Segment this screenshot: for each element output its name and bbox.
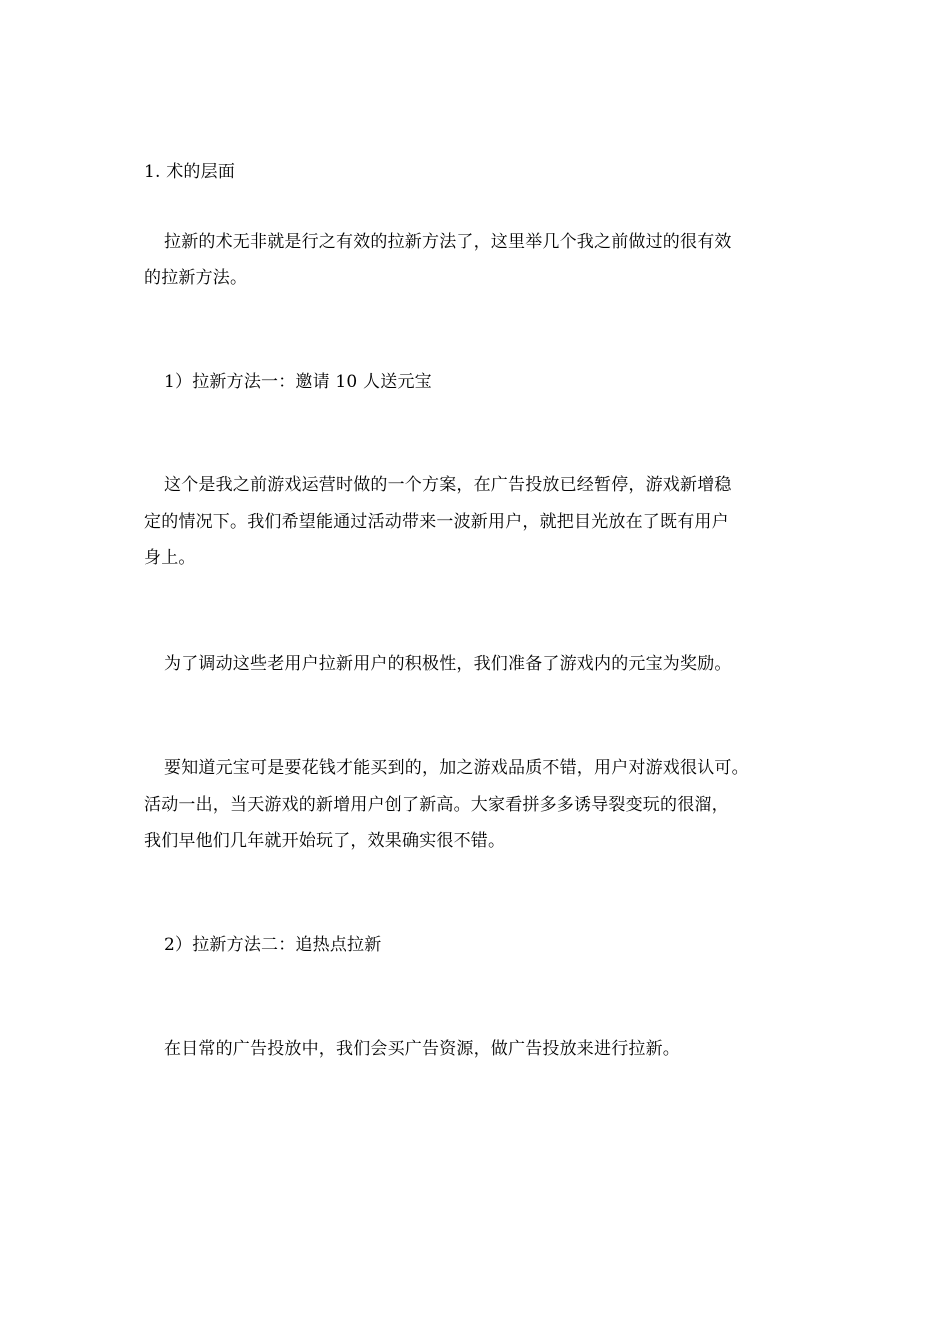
method1-para1-line-2: 定的情况下。我们希望能通过活动带来一波新用户，就把目光放在了既有用户	[144, 512, 729, 532]
method1-para2-line-1: 为了调动这些老用户拉新用户的积极性，我们准备了游戏内的元宝为奖励。	[164, 654, 732, 674]
method2-heading: 2）拉新方法二：追热点拉新	[164, 935, 382, 955]
intro-line-2: 的拉新方法。	[144, 268, 248, 288]
method1-para1-line-3: 身上。	[144, 548, 196, 568]
section-heading: 1. 术的层面	[144, 162, 236, 182]
intro-line-1: 拉新的术无非就是行之有效的拉新方法了，这里举几个我之前做过的很有效	[164, 232, 732, 252]
method1-para3-line-3: 我们早他们几年就开始玩了，效果确实很不错。	[144, 831, 506, 851]
method1-para3-line-2: 活动一出，当天游戏的新增用户创了新高。大家看拼多多诱导裂变玩的很溜，	[144, 795, 729, 815]
method1-para3-line-1: 要知道元宝可是要花钱才能买到的，加之游戏品质不错，用户对游戏很认可。	[164, 758, 749, 778]
method1-heading: 1）拉新方法一：邀请 10 人送元宝	[164, 372, 432, 392]
method1-para1-line-1: 这个是我之前游戏运营时做的一个方案，在广告投放已经暂停，游戏新增稳	[164, 475, 732, 495]
method2-para1-line-1: 在日常的广告投放中，我们会买广告资源，做广告投放来进行拉新。	[164, 1039, 680, 1059]
